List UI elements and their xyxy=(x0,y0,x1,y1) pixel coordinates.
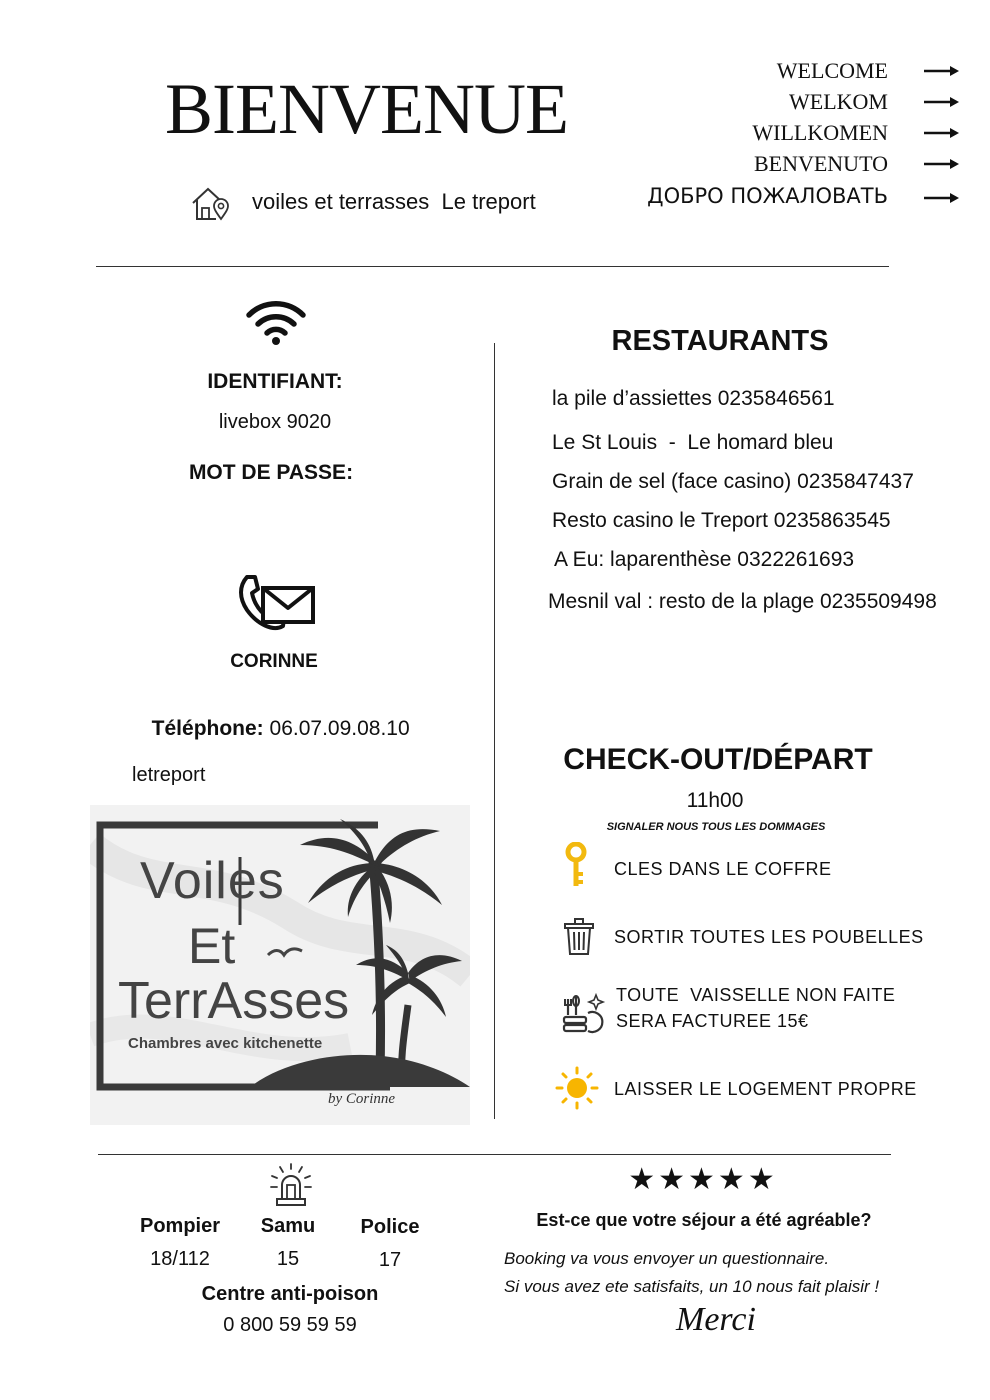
logo-word-terrasses: TerrAsses xyxy=(118,972,350,1030)
wifi-icon xyxy=(245,298,307,346)
logo-word-voiles: Voiles xyxy=(140,852,285,910)
footer-divider xyxy=(98,1154,891,1155)
greeting-text: BENVENUTO xyxy=(753,151,888,176)
greeting-ru xyxy=(640,182,970,213)
phone-number[interactable]: 06.07.09.08.10 xyxy=(263,717,410,740)
voiles-terrasses-logo xyxy=(90,805,470,1125)
checkout-title: CHECK-OUT/DÉPART xyxy=(563,743,873,776)
service-samu: Samu xyxy=(260,1215,316,1237)
wifi-id-label: IDENTIFIANT: xyxy=(207,370,343,393)
poison-number[interactable]: 0 800 59 59 59 xyxy=(223,1314,357,1336)
greeting-en xyxy=(640,58,970,89)
page-title: BIENVENUE xyxy=(165,69,568,149)
review-question: Est-ce que votre séjour a été agréable? xyxy=(536,1210,872,1230)
siren-icon xyxy=(268,1163,314,1207)
poison-label: Centre anti-poison xyxy=(201,1283,379,1305)
sun-icon xyxy=(555,1066,599,1110)
arrow-right-icon xyxy=(924,95,960,109)
trash-icon xyxy=(563,918,595,956)
phone-mail-icon xyxy=(233,574,317,640)
contact-name: CORINNE xyxy=(230,651,318,672)
checkout-trash: SORTIR TOUTES LES POUBELLES xyxy=(614,927,924,947)
damage-notice: SIGNALER NOUS TOUS LES DOMMAGES xyxy=(606,821,826,833)
greeting-it xyxy=(640,151,970,182)
service-pompier: Pompier xyxy=(139,1215,221,1237)
logo-caption: letreport xyxy=(132,764,206,786)
key-icon xyxy=(564,842,588,888)
checkout-time: 11h00 xyxy=(686,789,744,812)
arrow-right-icon xyxy=(924,191,960,205)
arrow-right-icon xyxy=(924,157,960,171)
wifi-password-label: MOT DE PASSE: xyxy=(188,461,354,484)
arrow-right-icon xyxy=(924,126,960,140)
restaurant-item: Resto casino le Treport 0235863545 xyxy=(552,509,891,532)
location-text: voiles et terrasses Le treport xyxy=(252,189,536,214)
restaurants-title: RESTAURANTS xyxy=(611,325,829,357)
greeting-text: WELCOME xyxy=(776,58,888,83)
location-row xyxy=(190,185,570,225)
greeting-nl xyxy=(640,89,970,120)
review-line-1: Booking va vous envoyer un questionnaire. xyxy=(504,1249,830,1268)
column-divider xyxy=(494,343,495,1119)
logo-signature: by Corinne xyxy=(328,1091,396,1107)
logo-tagline: Chambres avec kitchenette xyxy=(128,1035,323,1052)
checkout-dishes-1: TOUTE VAISSELLE NON FAITE xyxy=(616,985,896,1005)
house-location-icon xyxy=(190,185,232,223)
review-line-2: Si vous avez ete satisfaits, un 10 nous fait plaisir ! xyxy=(504,1277,880,1296)
number-samu[interactable]: 15 xyxy=(276,1248,300,1270)
greeting-text: WILLKOMEN xyxy=(752,120,888,145)
greeting-text: WELKOM xyxy=(789,89,888,114)
welcome-list xyxy=(640,58,970,213)
restaurant-item: Grain de sel (face casino) 0235847437 xyxy=(552,470,914,493)
phone-label: Téléphone: xyxy=(151,717,264,740)
restaurant-item: la pile d’assiettes 0235846561 xyxy=(552,387,835,410)
restaurant-item: Mesnil val : resto de la plage 0235509498 xyxy=(548,590,937,613)
header-divider xyxy=(96,266,889,267)
greeting-de xyxy=(640,120,970,151)
number-police[interactable]: 17 xyxy=(378,1249,402,1271)
checkout-keys: CLES DANS LE COFFRE xyxy=(614,859,832,879)
checkout-dishes-2: SERA FACTUREE 15€ xyxy=(616,1011,809,1031)
greeting-text: ДОБРО ПОЖАЛОВАТЬ xyxy=(647,184,888,208)
restaurant-item: A Eu: laparenthèse 0322261693 xyxy=(554,548,855,571)
arrow-right-icon xyxy=(924,64,960,78)
dishes-icon xyxy=(560,993,606,1035)
merci-signature: Merci xyxy=(676,1301,756,1338)
service-police: Police xyxy=(360,1216,420,1238)
logo-word-et: Et xyxy=(188,918,236,974)
checkout-clean: LAISSER LE LOGEMENT PROPRE xyxy=(614,1079,917,1099)
wifi-id-value: livebox 9020 xyxy=(218,411,332,433)
number-pompier[interactable]: 18/112 xyxy=(150,1248,210,1270)
contact-phone xyxy=(140,693,410,741)
restaurant-item: Le St Louis - Le homard bleu xyxy=(552,431,834,454)
rating-stars: ★★★★★ xyxy=(628,1162,778,1197)
